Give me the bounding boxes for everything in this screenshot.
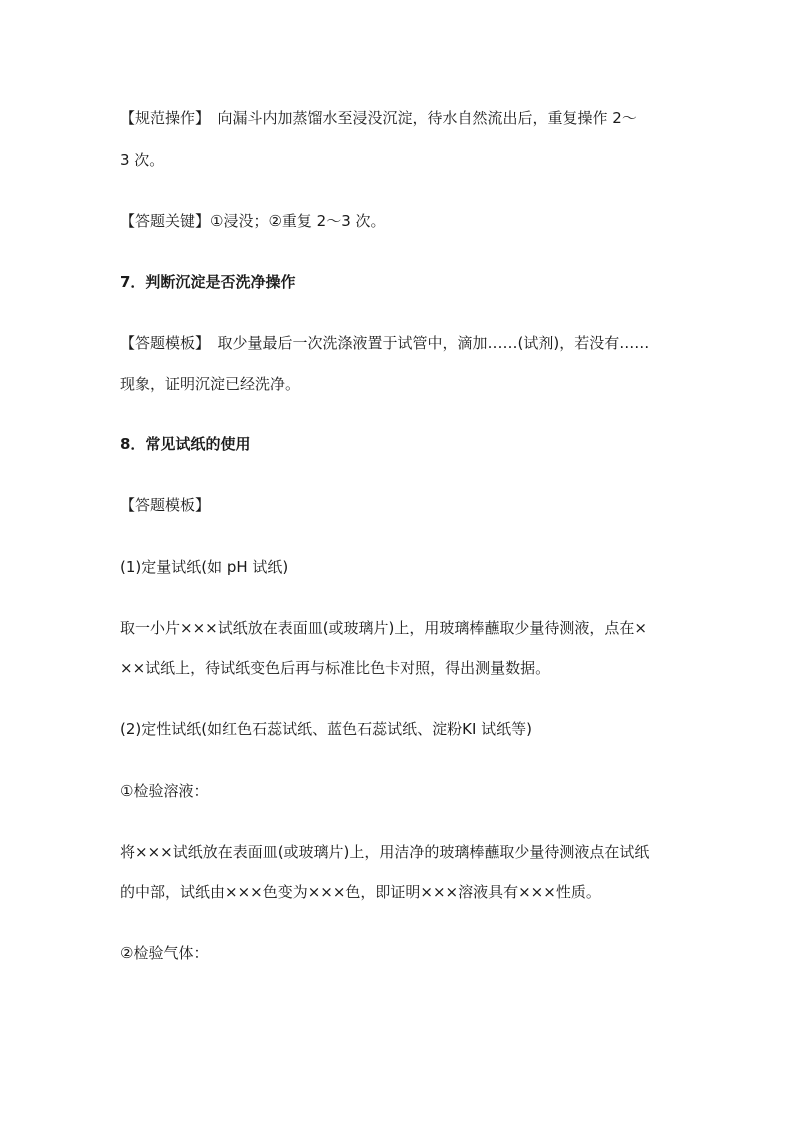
paragraph-answer-key: 【答题关键】①浸没；②重复 2～3 次。	[120, 212, 386, 230]
paragraph-answer-template-label: 【答题模板】	[120, 496, 211, 514]
paragraph-quantitative-method-line-2: ××试纸上，待试纸变色后再与标准比色卡对照，得出测量数据。	[120, 659, 551, 677]
paragraph-test-solution: ①检验溶液：	[120, 782, 209, 800]
paragraph-test-solution-method-line-1: 将×××试纸放在表面皿(或玻璃片)上，用洁净的玻璃棒蘸取少量待测液点在试纸	[120, 843, 650, 861]
paragraph-quantitative-paper: (1)定量试纸(如 pH 试纸)	[120, 558, 289, 576]
paragraph-qualitative-paper: (2)定性试纸(如红色石蕊试纸、蓝色石蕊试纸、淀粉KI 试纸等)	[120, 720, 532, 738]
paragraph-standard-operation-line-2: 3 次。	[120, 151, 165, 169]
section-heading-7: 7．判断沉淀是否洗净操作	[120, 273, 296, 291]
paragraph-quantitative-method-line-1: 取一小片×××试纸放在表面皿(或玻璃片)上，用玻璃棒蘸取少量待测液，点在×	[120, 619, 647, 637]
paragraph-answer-template-line-2: 现象，证明沉淀已经洗净。	[120, 375, 301, 393]
paragraph-standard-operation-line-1: 【规范操作】 向漏斗内加蒸馏水至浸没沉淀，待水自然流出后，重复操作 2～	[120, 109, 637, 127]
paragraph-answer-template-line-1: 【答题模板】 取少量最后一次洗涤液置于试管中，滴加……(试剂)，若没有……	[120, 334, 650, 352]
section-heading-8: 8．常见试纸的使用	[120, 435, 251, 453]
paragraph-test-solution-method-line-2: 的中部，试纸由×××色变为×××色，即证明×××溶液具有×××性质。	[120, 883, 601, 901]
paragraph-test-gas: ②检验气体：	[120, 944, 209, 962]
